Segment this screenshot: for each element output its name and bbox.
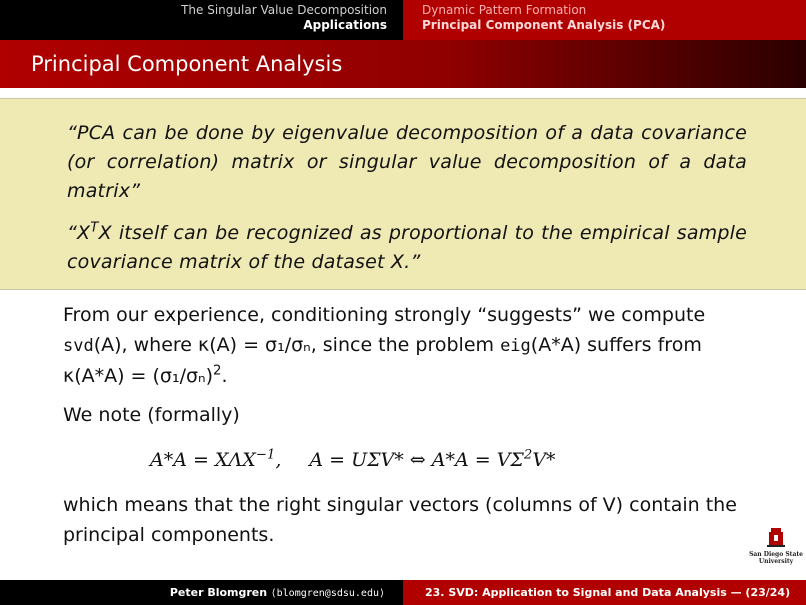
logo-tower-icon [765,527,787,547]
quote-covariance [67,219,747,277]
author-email: ⟨blomgren@sdsu.edu⟩ [270,588,385,599]
logo-line-1: San Diego State [749,551,803,558]
p1-text-a: From our experience, conditioning strongly “suggests” we compute [63,304,706,326]
top-navigation-bar [0,0,806,40]
quote-covariance-post: X itself can be recognized as proportional to the empirical sample covariance matrix of the dataset X.” [67,222,747,273]
paragraph-note: We note (formally) [63,404,240,426]
eq-right-sup: 2 [523,447,533,463]
footer-lecture-title: 23. SVD: Application to Signal and Data Analysis — (23/24) [403,580,806,605]
section-subtitle: Applications [303,18,387,32]
quote-pca-definition: “PCA can be done by eigenvalue decomposition of a data covariance (or correlation) matrix or singular value decomposition of a data matrix” [67,122,747,202]
equation-svd-relation [150,445,750,475]
code-eig: eig [500,336,531,356]
eq-right-b: V* [532,449,556,471]
quote-covariance-pre: “X [67,222,91,244]
eq-left: A*A = XΛX [150,449,256,471]
footer-author [0,580,403,605]
footer-bar [0,580,806,605]
paragraph-conditioning [63,300,753,391]
p1-text-d: . [221,365,228,387]
code-svd: svd [63,336,94,356]
author-name: Peter Blomgren [169,586,268,599]
eq-comma: , [275,449,282,471]
p1-text-b: (A), where κ(A) = σ₁/σₙ, since the problem [93,334,501,356]
eq-right-a: A = UΣV* ⇔ A*A = VΣ [309,449,524,471]
section-title: The Singular Value Decomposition [181,3,387,17]
subsection-nav[interactable] [403,0,806,40]
p1-text-c: (A*A) suffers from κ(A*A) = (σ₁/σₙ) [63,334,702,387]
subsection-title: Dynamic Pattern Formation [422,3,587,17]
subsection-subtitle: Principal Component Analysis (PCA) [422,18,666,32]
quote-block [0,98,806,290]
paragraph-conclusion: which means that the right singular vectors (columns of V) contain the principal components. [63,494,737,546]
frame-title: Principal Component Analysis [0,40,806,88]
p1-sup: 2 [213,363,222,379]
section-nav[interactable] [0,0,403,40]
eq-left-sup: −1 [255,447,276,463]
quote-covariance-sup: T [90,220,99,236]
university-logo [748,527,804,567]
logo-line-2: University [758,558,794,565]
